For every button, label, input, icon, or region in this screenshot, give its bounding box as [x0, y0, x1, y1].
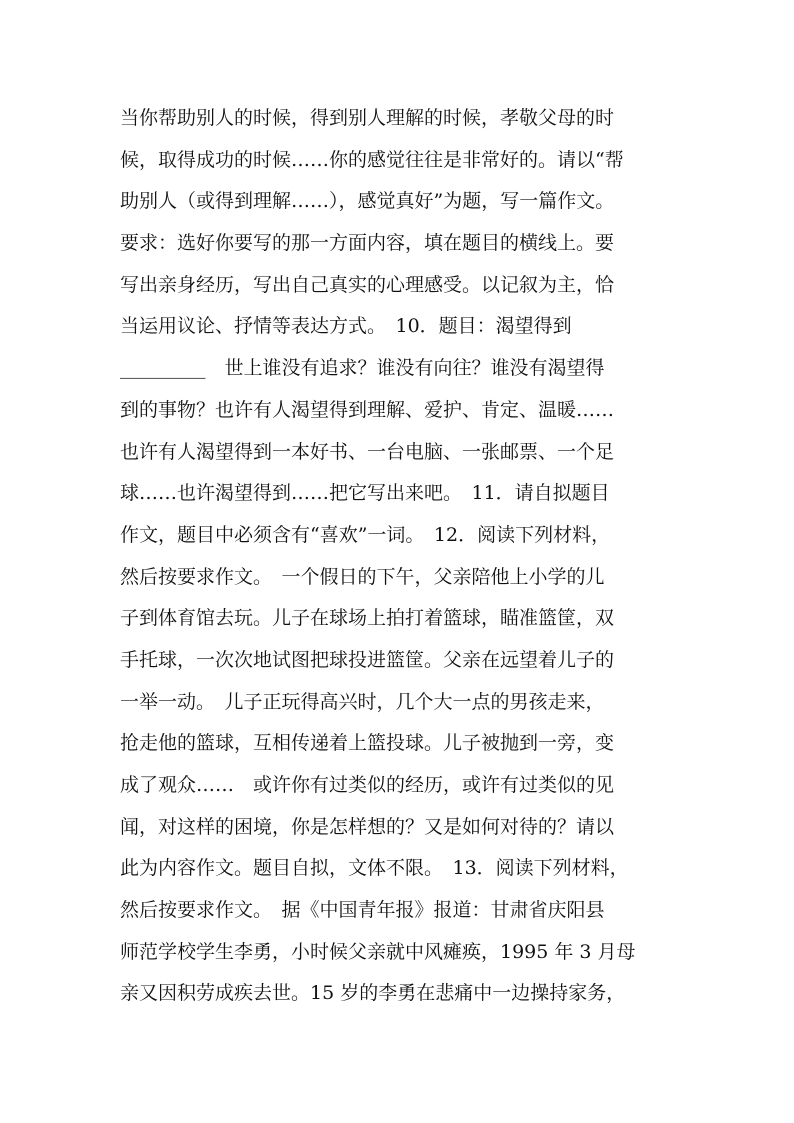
text-line-13: 子到体育馆去玩。儿子在球场上拍打着篮球，瞄准篮筐，双 — [120, 607, 615, 630]
text-line-15: 一举一动。 儿子正玩得高兴时，几个大一点的男孩走来， — [120, 690, 605, 713]
text-line-21: 师范学校学生李勇，小时候父亲就中风瘫痪，1995 年 3 月母 — [120, 940, 636, 963]
text-line-16: 抢走他的篮球，互相传递着上篮投球。儿子被抛到一旁，变 — [120, 732, 615, 755]
text-line-20: 然后按要求作文。 据《中国青年报》报道：甘肃省庆阳县 — [120, 899, 605, 922]
text-line-14: 手托球，一次次地试图把球投进篮筐。父亲在远望着儿子的 — [120, 648, 615, 671]
text-line-8: 到的事物？也许有人渴望得到理解、爱护、肯定、温暖…… — [120, 398, 615, 421]
text-line-6: 当运用议论、抒情等表达方式。 10．题目：渴望得到 — [120, 315, 572, 338]
text-line-10: 球……也许渴望得到……把它写出来吧。 11．请自拟题目 — [120, 482, 610, 505]
text-line-19: 此为内容作文。题目自拟，文体不限。 13．阅读下列材料， — [120, 857, 629, 880]
text-line-5: 写出亲身经历，写出自己真实的心理感受。以记叙为主，恰 — [120, 273, 615, 296]
text-line-3: 助别人（或得到理解……），感觉真好”为题，写一篇作文。 — [120, 190, 615, 213]
text-line-2: 候，取得成功的时候……你的感觉往往是非常好的。请以“帮 — [120, 148, 624, 171]
text-line-11: 作文，题目中必须含有“喜欢”一词。 12．阅读下列材料， — [120, 523, 611, 546]
text-line-1: 当你帮助别人的时候，得到别人理解的时候，孝敬父母的时 — [120, 107, 615, 129]
text-line-17: 成了观众…… 或许你有过类似的经历，或许有过类似的见 — [120, 774, 615, 796]
essay-prompt-text — [120, 98, 690, 1015]
text-line-9: 也许有人渴望得到一本好书、一台电脑、一张邮票、一个足 — [120, 440, 615, 463]
text-line-7: _________ 世上谁没有追求？谁没有向往？谁没有渴望得 — [120, 357, 605, 380]
text-line-22: 亲又因积劳成疾去世。15 岁的李勇在悲痛中一边操持家务， — [120, 982, 626, 1005]
text-line-18: 闻，对这样的困境，你是怎样想的？又是如何对待的？请以 — [120, 815, 615, 838]
text-line-12: 然后按要求作文。 一个假日的下午，父亲陪他上小学的儿 — [120, 565, 605, 588]
text-line-4: 要求：选好你要写的那一方面内容，填在题目的横线上。要 — [120, 232, 615, 255]
